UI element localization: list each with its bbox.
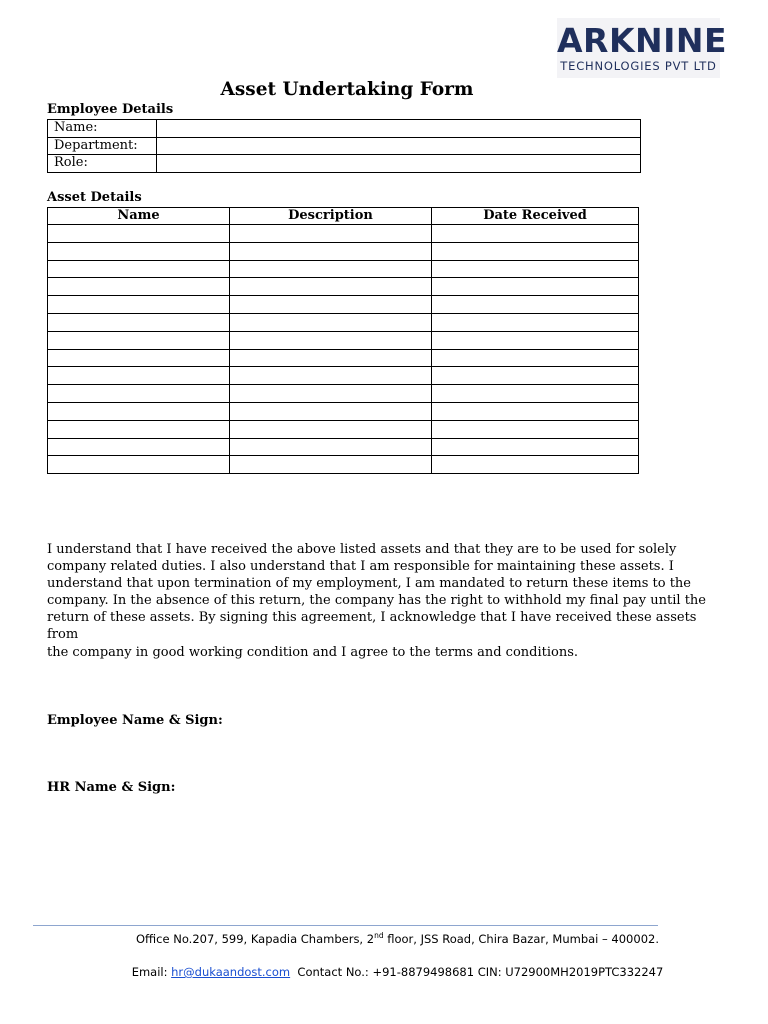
asset-name-cell[interactable]	[48, 313, 230, 331]
asset-description-cell[interactable]	[230, 385, 432, 403]
asset-name-cell[interactable]	[48, 402, 230, 420]
employee-field-value[interactable]	[157, 155, 641, 173]
asset-details-heading: Asset Details	[47, 190, 142, 205]
table-row	[48, 349, 639, 367]
asset-description-cell[interactable]	[230, 402, 432, 420]
asset-name-cell[interactable]	[48, 385, 230, 403]
table-row	[48, 385, 639, 403]
employee-field-row	[48, 120, 641, 138]
asset-description-cell[interactable]	[230, 225, 432, 243]
asset-description-cell[interactable]	[230, 456, 432, 474]
asset-description-cell[interactable]	[230, 349, 432, 367]
undertaking-line: return of these assets. By signing this agreement, I acknowledge that I have received these assets from	[47, 610, 697, 643]
asset-date-cell[interactable]	[432, 420, 639, 438]
employee-details-table	[47, 119, 641, 173]
asset-date-cell[interactable]	[432, 313, 639, 331]
table-row	[48, 420, 639, 438]
asset-description-cell[interactable]	[230, 313, 432, 331]
logo-wordmark: ARKNINE	[557, 21, 728, 60]
table-row	[48, 260, 639, 278]
asset-date-cell[interactable]	[432, 349, 639, 367]
asset-date-cell[interactable]	[432, 225, 639, 243]
table-row	[48, 402, 639, 420]
table-row	[48, 331, 639, 349]
asset-date-cell[interactable]	[432, 242, 639, 260]
table-row	[48, 456, 639, 474]
asset-name-cell[interactable]	[48, 349, 230, 367]
hr-sign-label: HR Name & Sign:	[47, 780, 176, 795]
asset-description-cell[interactable]	[230, 438, 432, 456]
table-row	[48, 313, 639, 331]
asset-name-cell[interactable]	[48, 420, 230, 438]
asset-date-cell[interactable]	[432, 331, 639, 349]
employee-field-label: Role:	[48, 155, 157, 173]
asset-name-cell[interactable]	[48, 260, 230, 278]
email-link[interactable]: hr@dukaandost.com	[171, 965, 291, 979]
asset-description-cell[interactable]	[230, 420, 432, 438]
undertaking-line: company. In the absence of this return, the company has the right to withhold my final pay until the	[47, 593, 706, 609]
undertaking-line: the company in good working condition and I agree to the terms and conditions.	[47, 644, 579, 660]
asset-date-cell[interactable]	[432, 438, 639, 456]
asset-name-cell[interactable]	[48, 367, 230, 385]
column-header-date-received: Date Received	[432, 208, 639, 225]
undertaking-paragraph	[47, 541, 727, 661]
asset-date-cell[interactable]	[432, 278, 639, 296]
asset-table-header-row	[48, 208, 639, 225]
employee-field-row	[48, 137, 641, 155]
asset-date-cell[interactable]	[432, 367, 639, 385]
asset-description-cell[interactable]	[230, 367, 432, 385]
asset-name-cell[interactable]	[48, 225, 230, 243]
table-row	[48, 242, 639, 260]
asset-description-cell[interactable]	[230, 278, 432, 296]
asset-date-cell[interactable]	[432, 402, 639, 420]
undertaking-line: company related duties. I also understand that I am responsible for maintaining these assets. I	[47, 559, 674, 575]
asset-date-cell[interactable]	[432, 260, 639, 278]
asset-name-cell[interactable]	[48, 296, 230, 314]
employee-field-value[interactable]	[157, 137, 641, 155]
employee-field-row	[48, 155, 641, 173]
asset-details-table	[47, 207, 639, 474]
asset-name-cell[interactable]	[48, 278, 230, 296]
company-logo	[557, 18, 728, 78]
table-row	[48, 225, 639, 243]
form-title: Asset Undertaking Form	[220, 79, 474, 100]
employee-sign-label: Employee Name & Sign:	[47, 713, 223, 728]
asset-description-cell[interactable]	[230, 242, 432, 260]
asset-name-cell[interactable]	[48, 456, 230, 474]
employee-field-label: Name:	[48, 120, 157, 138]
logo-tagline: TECHNOLOGIES PVT LTD	[560, 59, 717, 73]
footer-contact	[0, 965, 768, 980]
undertaking-line: understand that upon termination of my employment, I am mandated to return these items to the	[47, 576, 692, 592]
asset-name-cell[interactable]	[48, 242, 230, 260]
asset-name-cell[interactable]	[48, 438, 230, 456]
asset-date-cell[interactable]	[432, 385, 639, 403]
undertaking-line: I understand that I have received the above listed assets and that they are to be used for solely	[47, 542, 677, 557]
column-header-description: Description	[230, 208, 432, 225]
asset-date-cell[interactable]	[432, 296, 639, 314]
footer-address: Office No.207, 599, Kapadia Chambers, 2nd floor, JSS Road, Chira Bazar, Mumbai – 400002.	[136, 931, 659, 946]
asset-description-cell[interactable]	[230, 296, 432, 314]
contact-info: Contact No.: +91-8879498681 CIN: U72900MH2019PTC332247	[290, 965, 664, 979]
table-row	[48, 296, 639, 314]
footer-divider	[33, 925, 658, 926]
asset-date-cell[interactable]	[432, 456, 639, 474]
asset-description-cell[interactable]	[230, 331, 432, 349]
column-header-name: Name	[48, 208, 230, 225]
email-label: Email:	[131, 965, 172, 979]
table-row	[48, 278, 639, 296]
employee-field-label: Department:	[48, 137, 157, 155]
asset-name-cell[interactable]	[48, 331, 230, 349]
table-row	[48, 438, 639, 456]
asset-description-cell[interactable]	[230, 260, 432, 278]
table-row	[48, 367, 639, 385]
employee-field-value[interactable]	[157, 120, 641, 138]
employee-details-heading: Employee Details	[47, 102, 174, 117]
